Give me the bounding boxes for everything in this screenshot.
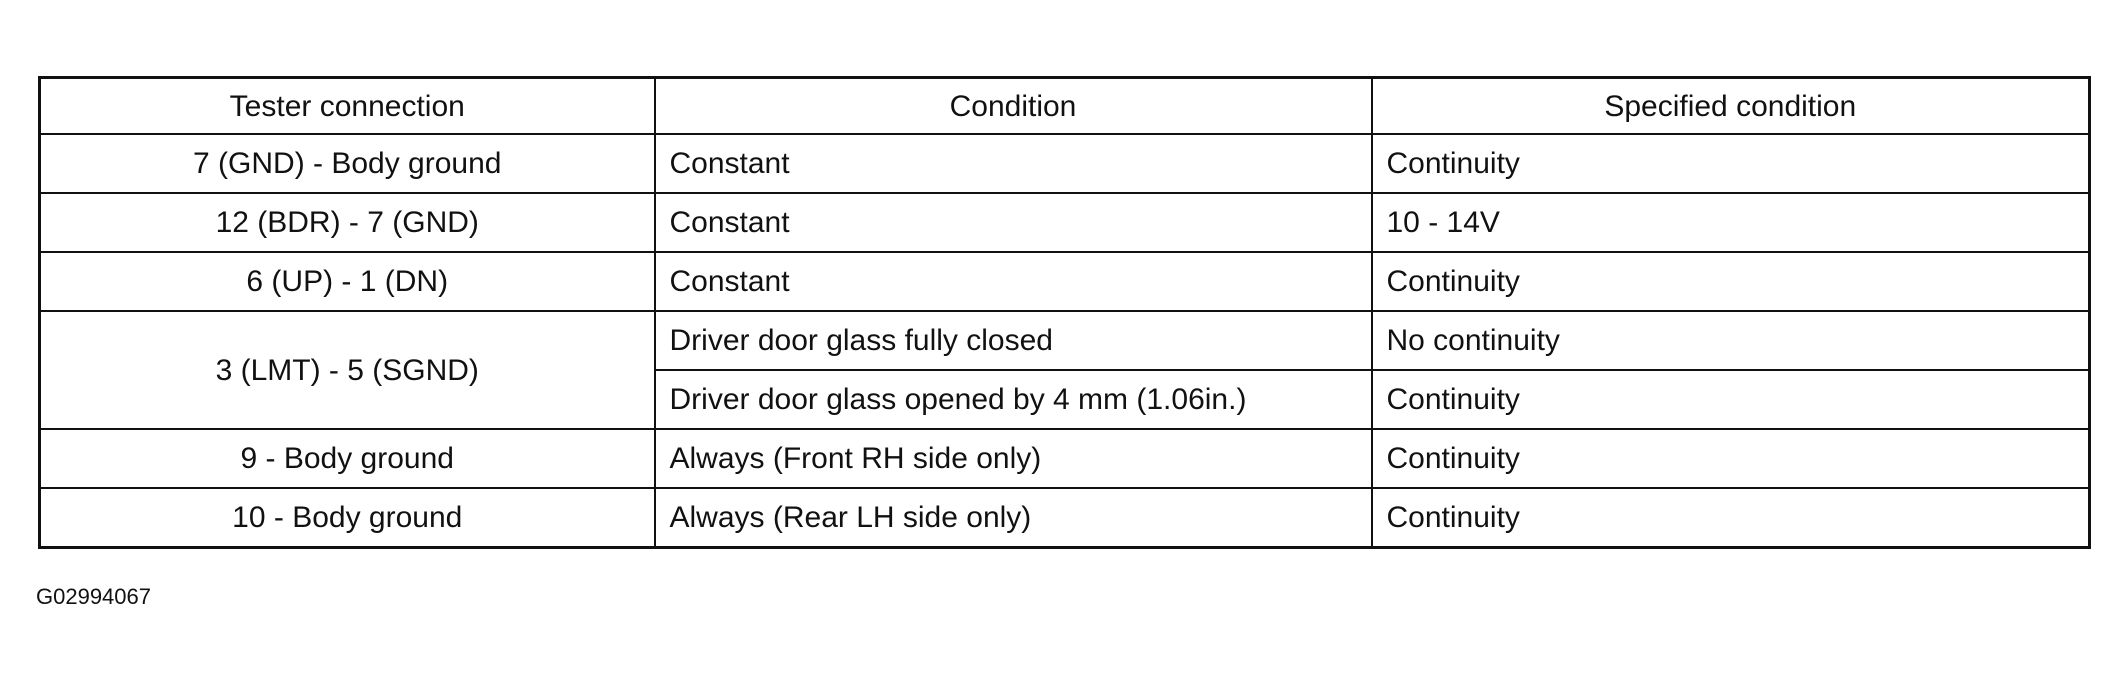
table-row xyxy=(40,488,2090,548)
table-row xyxy=(40,311,2090,370)
tester-connection-cell: 6 (UP) - 1 (DN) xyxy=(40,252,655,311)
specified-condition-cell: Continuity xyxy=(1372,370,2090,429)
tester-connection-table xyxy=(38,76,2091,549)
table-row xyxy=(40,193,2090,252)
header-condition: Condition xyxy=(655,78,1372,135)
specified-condition-cell: 10 - 14V xyxy=(1372,193,2090,252)
tester-connection-cell: 12 (BDR) - 7 (GND) xyxy=(40,193,655,252)
specified-condition-cell: Continuity xyxy=(1372,252,2090,311)
table-header-row xyxy=(40,78,2090,135)
specified-condition-cell: Continuity xyxy=(1372,429,2090,488)
condition-cell: Driver door glass fully closed xyxy=(655,311,1372,370)
table-row xyxy=(40,134,2090,193)
specified-condition-cell: Continuity xyxy=(1372,488,2090,548)
condition-cell: Constant xyxy=(655,193,1372,252)
tester-connection-cell: 7 (GND) - Body ground xyxy=(40,134,655,193)
specified-condition-cell: Continuity xyxy=(1372,134,2090,193)
header-specified-condition: Specified condition xyxy=(1372,78,2090,135)
tester-connection-cell: 3 (LMT) - 5 (SGND) xyxy=(40,311,655,429)
tester-connection-cell: 10 - Body ground xyxy=(40,488,655,548)
condition-cell: Always (Rear LH side only) xyxy=(655,488,1372,548)
figure-id: G02994067 xyxy=(36,584,151,609)
header-tester-connection: Tester connection xyxy=(40,78,655,135)
condition-cell: Constant xyxy=(655,134,1372,193)
specified-condition-cell: No continuity xyxy=(1372,311,2090,370)
table-row xyxy=(40,429,2090,488)
condition-cell: Constant xyxy=(655,252,1372,311)
condition-cell: Always (Front RH side only) xyxy=(655,429,1372,488)
condition-cell: Driver door glass opened by 4 mm (1.06in.) xyxy=(655,370,1372,429)
table-row xyxy=(40,252,2090,311)
tester-connection-cell: 9 - Body ground xyxy=(40,429,655,488)
